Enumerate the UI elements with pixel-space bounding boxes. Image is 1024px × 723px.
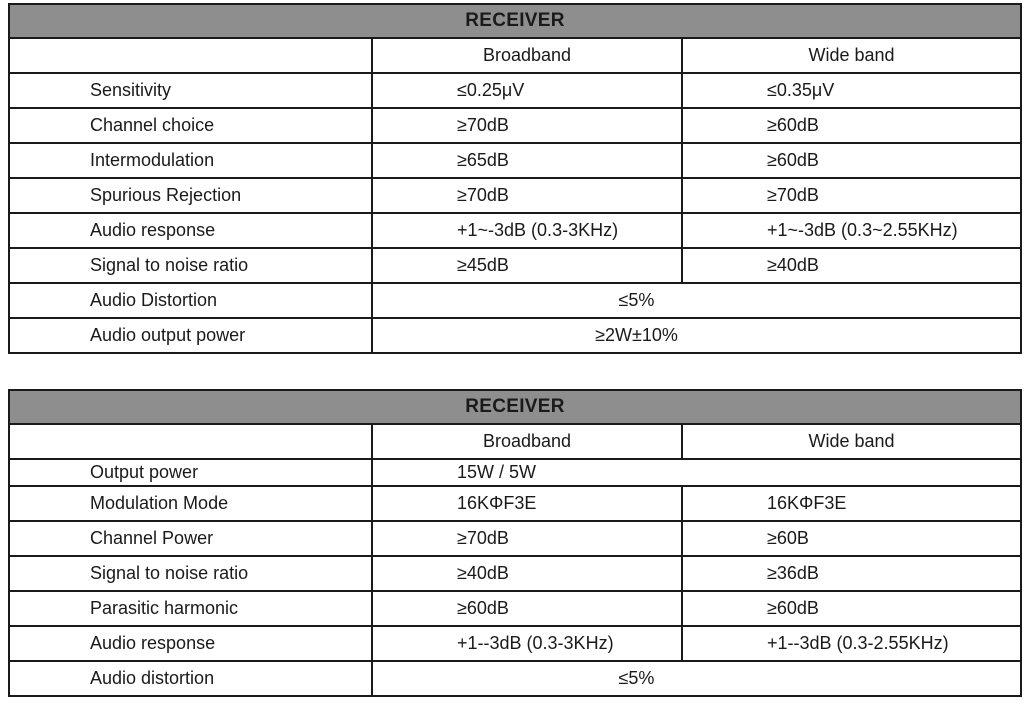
row-label: Signal to noise ratio (9, 248, 372, 283)
broadband-value: ≥65dB (372, 143, 682, 178)
merged-value: ≤5% (372, 661, 1021, 696)
wideband-value: 16KΦF3E (682, 486, 1021, 521)
row-label: Modulation Mode (9, 486, 372, 521)
broadband-value: ≥70dB (372, 521, 682, 556)
column-header-wideband: Wide band (682, 38, 1021, 73)
merged-value: ≥2W±10% (372, 318, 1021, 353)
merged-value: 15W / 5W (372, 459, 1021, 486)
wideband-value: +1~-3dB (0.3~2.55KHz) (682, 213, 1021, 248)
column-header-broadband: Broadband (372, 38, 682, 73)
row-label: Signal to noise ratio (9, 556, 372, 591)
row-label: Channel choice (9, 108, 372, 143)
table-row (9, 521, 1021, 556)
broadband-value: ≥70dB (372, 178, 682, 213)
broadband-value: ≥70dB (372, 108, 682, 143)
wideband-value: ≥70dB (682, 178, 1021, 213)
table-row (9, 143, 1021, 178)
wideband-value: ≤0.35μV (682, 73, 1021, 108)
table-row (9, 556, 1021, 591)
table-row (9, 73, 1021, 108)
broadband-value: 16KΦF3E (372, 486, 682, 521)
broadband-value: +1--3dB (0.3-3KHz) (372, 626, 682, 661)
row-label: Spurious Rejection (9, 178, 372, 213)
broadband-value: ≤0.25μV (372, 73, 682, 108)
table-row (9, 486, 1021, 521)
merged-value: ≤5% (372, 283, 1021, 318)
wideband-value: ≥60dB (682, 143, 1021, 178)
empty-header-cell (9, 38, 372, 73)
wideband-value: ≥60dB (682, 108, 1021, 143)
row-label: Parasitic harmonic (9, 591, 372, 626)
table-row (9, 248, 1021, 283)
row-label: Audio Distortion (9, 283, 372, 318)
wideband-value: ≥40dB (682, 248, 1021, 283)
table-row (9, 626, 1021, 661)
wideband-value: ≥60dB (682, 591, 1021, 626)
wideband-value: +1--3dB (0.3-2.55KHz) (682, 626, 1021, 661)
table-row (9, 283, 1021, 318)
table-title: RECEIVER (9, 4, 1021, 38)
row-label: Audio output power (9, 318, 372, 353)
table-row (9, 661, 1021, 696)
row-label: Audio response (9, 213, 372, 248)
receiver-spec-table-1 (8, 3, 1022, 354)
table-row (9, 591, 1021, 626)
table-row (9, 213, 1021, 248)
column-header-broadband: Broadband (372, 424, 682, 459)
row-label: Channel Power (9, 521, 372, 556)
row-label: Audio response (9, 626, 372, 661)
wideband-value: ≥60B (682, 521, 1021, 556)
table-row (9, 108, 1021, 143)
row-label: Intermodulation (9, 143, 372, 178)
table-row (9, 178, 1021, 213)
broadband-value: +1~-3dB (0.3-3KHz) (372, 213, 682, 248)
empty-header-cell (9, 424, 372, 459)
broadband-value: ≥60dB (372, 591, 682, 626)
receiver-spec-table-2 (8, 389, 1022, 697)
table-row (9, 459, 1021, 486)
table-title: RECEIVER (9, 390, 1021, 424)
row-label: Output power (9, 459, 372, 486)
broadband-value: ≥40dB (372, 556, 682, 591)
row-label: Audio distortion (9, 661, 372, 696)
table-row (9, 318, 1021, 353)
broadband-value: ≥45dB (372, 248, 682, 283)
row-label: Sensitivity (9, 73, 372, 108)
wideband-value: ≥36dB (682, 556, 1021, 591)
column-header-wideband: Wide band (682, 424, 1021, 459)
